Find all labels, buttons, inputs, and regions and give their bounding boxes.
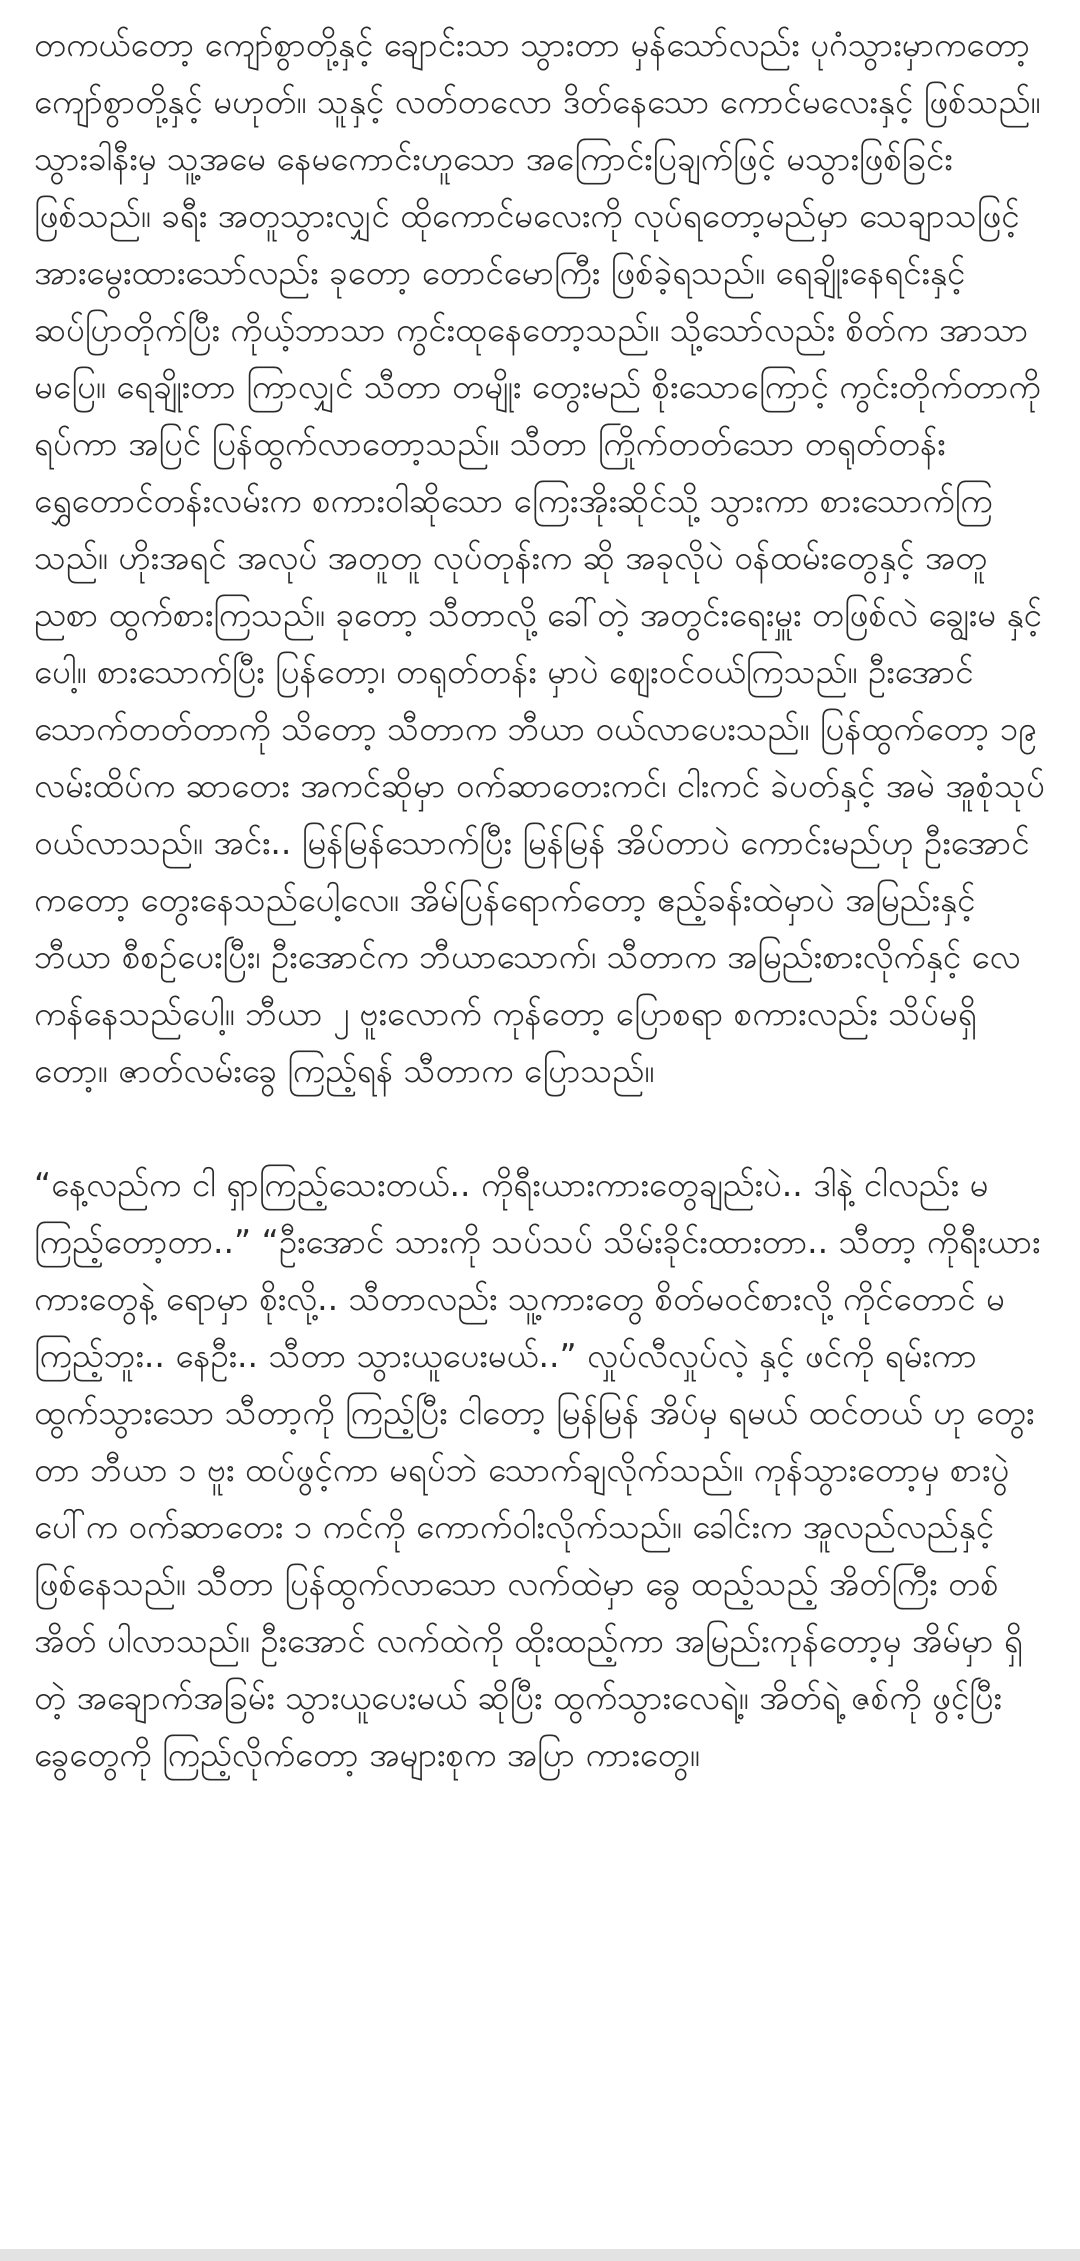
paragraph-2: “နေ့လည်က ငါ ရှာကြည့်သေးတယ်.. ကိုရီးယားကားတွေချည်းပဲ.. ဒါနဲ့ ငါလည်း မကြည့်တော့တာ..” “ဦးအောင် သားကို သပ်သပ် သိမ်းခိုင်းထားတာ.. သီတာ့ ကိုရီးယား ကားတွေနဲ့ ရောမှာ စိုးလို့.. သီတာလည်း သူ့ကားတွေ စိတ်မဝင်စားလို့ ကိုင်တောင် မကြည့်ဘူး.. နေဦး.. သီတာ သွားယူပေးမယ်..” လှုပ်လီလှုပ်လဲ့ နှင့် ဖင်ကို ရမ်းကာ ထွက်သွားသော သီတာ့ကို ကြည့်ပြီး ငါတော့ မြန်မြန် အိပ်မှ ရမယ် ထင်တယ် ဟု တွေးတာ ဘီယာ ၁ ဗူး ထပ်ဖွင့်ကာ မရပ်ဘဲ သောက်ချလိုက်သည်။ ကုန်သွားတော့မှ စားပွဲပေါ်က ဝက်ဆာတေး ၁ ကင်ကို ကောက်ဝါးလိုက်သည်။ ခေါင်းက အူလည်လည်နှင့် ဖြစ်နေသည်။ သီတာ ပြန်ထွက်လာသော လက်ထဲမှာ ခွေ ထည့်သည့် အိတ်ကြီး တစ်အိတ် ပါလာသည်။ ဦးအောင် လက်ထဲကို ထိုးထည့်ကာ အမြည်းကုန်တော့မှ အိမ်မှာ ရှိတဲ့ အချောက်အခြမ်း သွားယူပေးမယ် ဆိုပြီး ထွက်သွားလေရဲ့။ အိတ်ရဲ့ ဇစ်ကို ဖွင့်ပြီး ခွေတွေကို ကြည့်လိုက်တော့ အများစုက အပြာ ကားတွေ။ xyxy=(34,1165,1041,1774)
bottom-scroll-edge xyxy=(0,2249,1080,2261)
paragraph-1: တကယ်တော့ ကျော်စွာတို့နှင့် ချောင်းသာ သွားတာ မှန်သော်လည်း ပုဂံသွားမှာကတော့ ကျော်စွာတို့နှင့် မဟုတ်။ သူနှင့် လတ်တလော ဒိတ်နေသော ကောင်မလေးနှင့် ဖြစ်သည်။ သွားခါနီးမှ သူ့အမေ နေမကောင်းဟူသော အကြောင်းပြချက်ဖြင့် မသွားဖြစ်ခြင်း ဖြစ်သည်။ ခရီး အတူသွားလျှင် ထိုကောင်မလေးကို လုပ်ရတော့မည်မှာ သေချာသဖြင့် အားမွေးထားသော်လည်း ခုတော့ တောင်မောကြီး ဖြစ်ခဲ့ရသည်။ ရေချိုးနေရင်းနှင့် ဆပ်ပြာတိုက်ပြီး ကိုယ့်ဘာသာ ကွင်းထုနေတော့သည်။ သို့သော်လည်း စိတ်က အာသာမပြေ။ ရေချိုးတာ ကြာလျှင် သီတာ တမျိုး တွေးမည် စိုးသောကြောင့် ကွင်းတိုက်တာကို ရပ်ကာ အပြင် ပြန်ထွက်လာတော့သည်။ သီတာ ကြိုက်တတ်သော တရုတ်တန်း ရွှေတောင်တန်းလမ်းက စကားဝါဆိုသော ကြေးအိုးဆိုင်သို့ သွားကာ စားသောက်ကြသည်။ ဟိုးအရင် အလုပ် အတူတူ လုပ်တုန်းက ဆို အခုလိုပဲ ဝန်ထမ်းတွေနှင့် အတူ ညစာ ထွက်စားကြသည်။ ခုတော့ သီတာလို့ ခေါ်တဲ့ အတွင်းရေးမှူး တဖြစ်လဲ ချွေးမ နှင့်ပေါ့။ စားသောက်ပြီး ပြန်တော့၊ တရုတ်တန်း မှာပဲ ဈေးဝင်ဝယ်ကြသည်။ ဦးအောင်သောက်တတ်တာကို သိတော့ သီတာက ဘီယာ ဝယ်လာပေးသည်။ ပြန်ထွက်တော့ ၁၉ လမ်းထိပ်က ဆာတေး အကင်ဆိုမှာ ဝက်ဆာတေးကင်၊ ငါးကင် ခဲပတ်နှင့် အမဲ အူစုံသုပ် ဝယ်လာသည်။ အင်း.. မြန်မြန်သောက်ပြီး မြန်မြန် အိပ်တာပဲ ကောင်းမည်ဟု ဦးအောင်ကတော့ တွေးနေသည်ပေါ့လေ။ အိမ်ပြန်ရောက်တော့ ဧည့်ခန်းထဲမှာပဲ အမြည်းနှင့် ဘီယာ စီစဉ်ပေးပြီး၊ ဦးအောင်က ဘီယာသောက်၊ သီတာက အမြည်းစားလိုက်နှင့် လေကန်နေသည်ပေါ့။ ဘီယာ ၂ ဗူးလောက် ကုန်တော့ ပြောစရာ စကားလည်း သိပ်မရှိတော့။ ဇာတ်လမ်းခွေ ကြည့်ရန် သီတာက ပြောသည်။ xyxy=(34,25,1045,1090)
